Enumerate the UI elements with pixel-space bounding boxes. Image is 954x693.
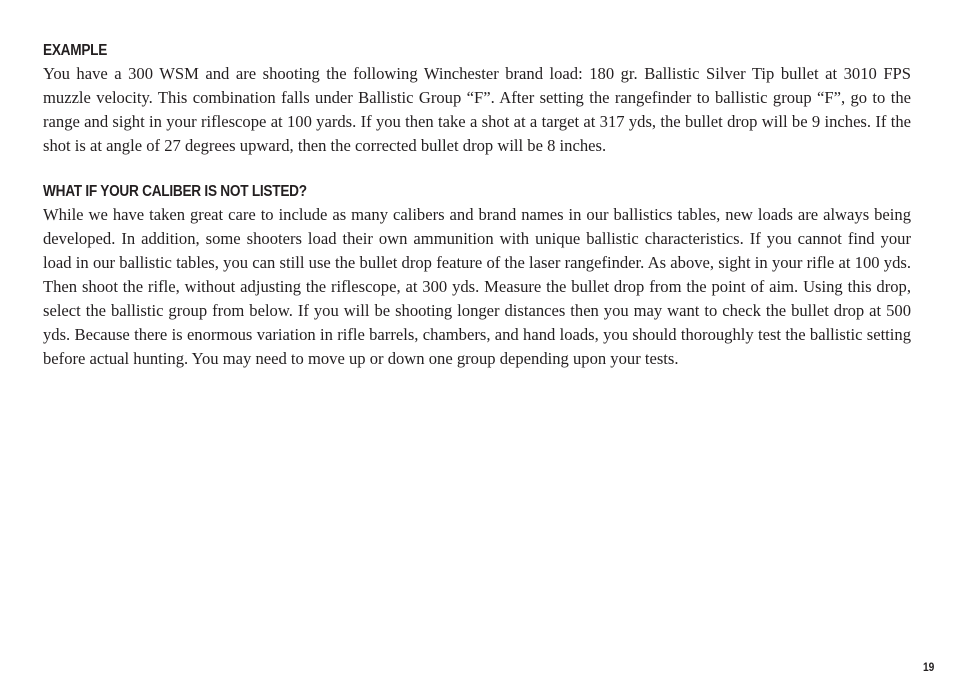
section-heading-caliber-not-listed: WHAT IF YOUR CALIBER IS NOT LISTED?: [43, 183, 307, 200]
section-body-example: You have a 300 WSM and are shooting the following Winchester brand load: 180 gr. Ballistic Silver Tip bullet at 3010 FPS muzzle velocity. This combination falls under Ballistic Group “F”. After setting the rangefinder to ballistic group “F”, go to the range and sight in your riflescope at 100 yards. If you then take a shot at a target at 317 yds, the bullet drop will be 9 inches. If the shot is at angle of 27 degrees upward, then the corrected bullet drop will be 8 inches.: [43, 64, 911, 155]
page-number: 19: [922, 660, 934, 674]
section-heading-example: EXAMPLE: [43, 42, 108, 59]
manual-page: [43, 40, 911, 371]
section-spacer: [43, 158, 911, 181]
section-body-caliber-not-listed: While we have taken great care to include as many calibers and brand names in our ballistics tables, new loads are always being developed. In addition, some shooters load their own ammunition with unique ballistic characteristics. If you cannot find your load in our ballistic tables, you can still use the bullet drop feature of the laser rangefinder. As above, sight in your rifle at 100 yds. Then shoot the rifle, without adjusting the riflescope, at 300 yds. Measure the bullet drop from the point of aim. Using this drop, select the ballistic group from below. If you will be shooting longer distances then you may want to check the bullet drop at 500 yds. Because there is enormous variation in rifle barrels, chambers, and hand loads, you should thoroughly test the ballistic setting before actual hunting. You may need to move up or down one group depending upon your tests.: [43, 205, 911, 368]
caliber-not-listed-section: [43, 181, 911, 371]
example-section: [43, 40, 911, 158]
